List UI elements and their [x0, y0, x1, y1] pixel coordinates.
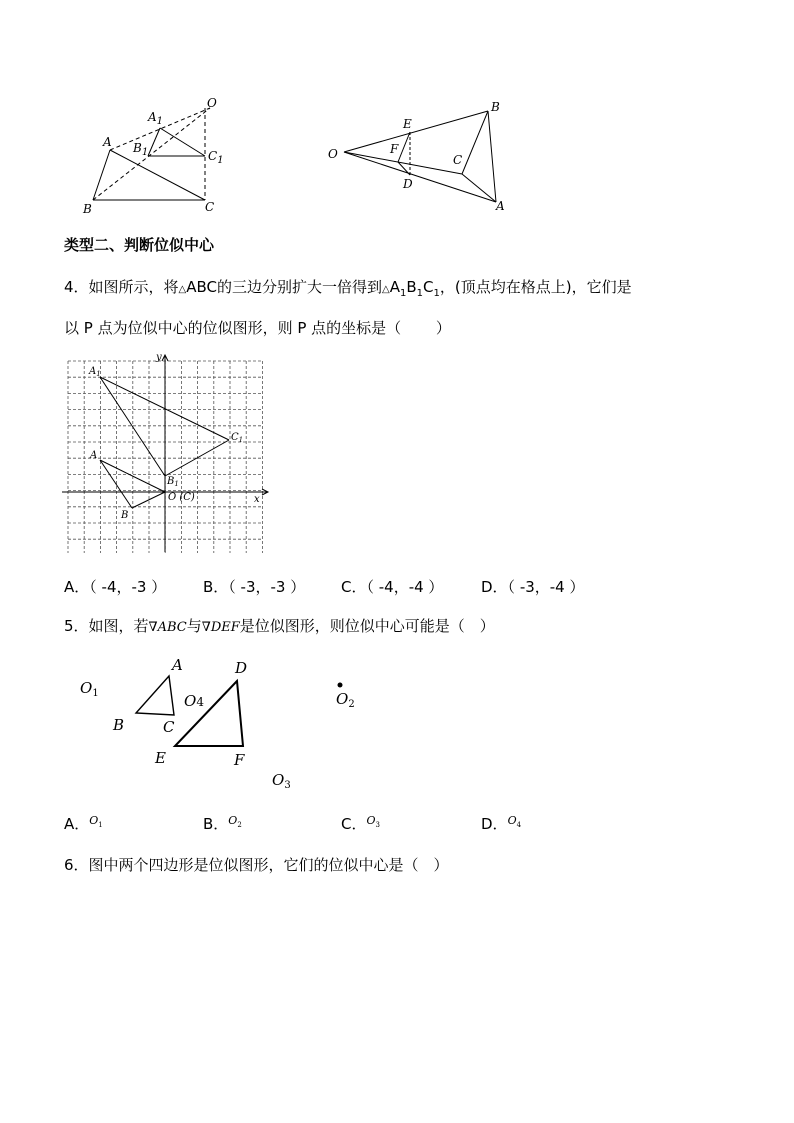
label-A: A	[496, 199, 505, 213]
label-B: B	[113, 716, 125, 734]
label-O: O	[328, 147, 338, 161]
label-O1: $O_1$	[80, 679, 99, 699]
q4-stem-line2: 以 P 点为位似中心的位似图形，则 P 点的坐标是（ ）	[64, 319, 451, 337]
label-F: F	[390, 142, 399, 156]
label-O3: $O_3$	[272, 771, 291, 791]
axis-y-label: y	[156, 352, 162, 363]
label-E: E	[403, 117, 412, 131]
q4-option-c[interactable]: C．（ -4，-4 ）	[341, 578, 444, 596]
label-C: C	[453, 153, 463, 167]
axis-x-label: x	[254, 494, 260, 505]
label-O2: $O_2$	[336, 690, 355, 710]
label-D: D	[403, 177, 413, 191]
q5-stem: 5．如图，若∇ABC与∇DEF是位似图形，则位似中心可能是（ ）	[64, 617, 495, 635]
label-C1: $C_1$	[231, 432, 244, 444]
label-A: A	[103, 135, 112, 149]
label-A: A	[172, 656, 183, 674]
section-heading: 类型二、判断位似中心	[64, 236, 215, 254]
label-B: B	[121, 510, 129, 521]
label-O4: O4	[184, 692, 204, 710]
q5-option-c[interactable]: C．$^{O_3}$	[341, 814, 380, 833]
label-A: A	[90, 450, 98, 461]
q5-option-b[interactable]: B．$^{O_2}$	[203, 814, 242, 833]
label-C: C	[163, 718, 175, 736]
q5-option-a[interactable]: A．$^{O_1}$	[64, 814, 103, 833]
label-B: B	[83, 202, 92, 216]
label-B: B	[491, 100, 500, 114]
label-A1: $A_1$	[148, 110, 164, 127]
label-E: E	[155, 749, 166, 767]
label-B1: $B_1$	[167, 476, 179, 488]
label-origin: O (C)	[168, 492, 195, 503]
label-F: F	[234, 751, 245, 769]
q4-option-d[interactable]: D．（ -3，-4 ）	[481, 578, 585, 596]
label-B1: $B_1$	[133, 141, 149, 158]
q4-option-a[interactable]: A．（ -4，-3 ）	[64, 578, 167, 596]
q4-option-b[interactable]: B．（ -3，-3 ）	[203, 578, 306, 596]
label-D: D	[235, 659, 248, 677]
q6-stem: 6．图中两个四边形是位似图形，它们的位似中心是（ ）	[64, 856, 449, 874]
label-C1: $C_1$	[208, 149, 224, 166]
label-O: O	[207, 96, 217, 110]
q5-option-d[interactable]: D．$^{O_4}$	[481, 814, 522, 833]
q4-stem-line1: 4．如图所示，将△ABC的三边分别扩大一倍得到$\triangle A_1B_1C_1$，(顶点均在格点上)，它们是	[64, 278, 632, 299]
point-O2-dot	[338, 683, 343, 688]
label-A1: $A_1$	[89, 366, 101, 378]
label-C: C	[205, 200, 215, 214]
